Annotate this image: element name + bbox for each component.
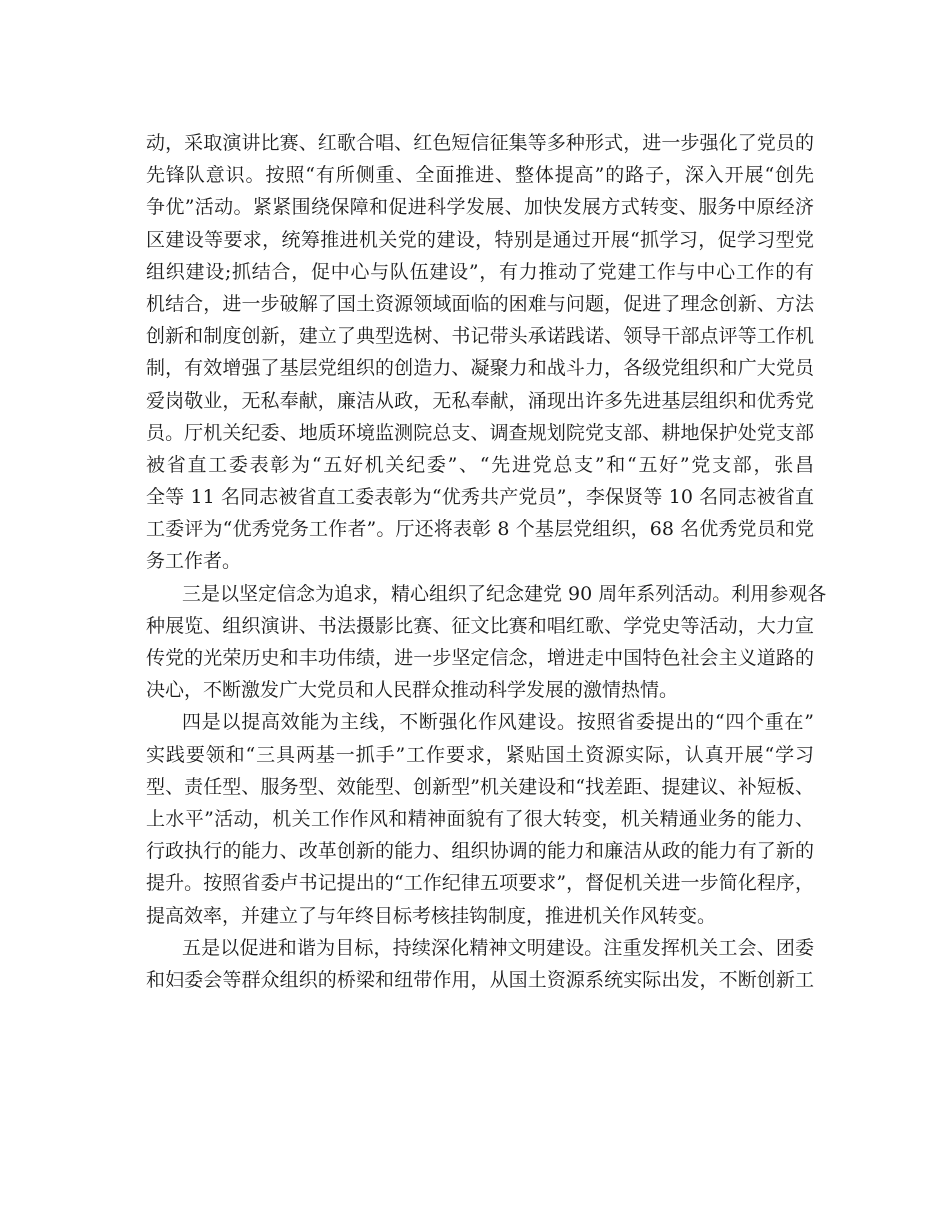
text-line: 行政执行的能力、改革创新的能力、组织协调的能力和廉洁从政的能力有了新的 <box>146 840 814 863</box>
text-line: 全等 11 名同志被省直工委表彰为“优秀共产党员”，李保贤等 10 名同志被省直 <box>146 486 814 509</box>
text-line: 爱岗敬业，无私奉献，廉洁从政，无私奉献，涌现出许多先进基层组织和优秀党 <box>146 389 814 412</box>
text-line: 组织建设;抓结合，促中心与队伍建设”，有力推动了党建工作与中心工作的有 <box>146 260 814 283</box>
text-line: 上水平”活动，机关工作作风和精神面貌有了很大转变，机关精通业务的能力、 <box>146 807 814 830</box>
text-line: 制，有效增强了基层党组织的创造力、凝聚力和战斗力，各级党组织和广大党员 <box>146 357 814 380</box>
paragraph-start-line: 五是以促进和谐为目标，持续深化精神文明建设。注重发挥机关工会、团委 <box>182 936 814 959</box>
text-line: 型、责任型、服务型、效能型、创新型”机关建设和“找差距、提建议、补短板、 <box>146 775 814 798</box>
text-line: 创新和制度创新，建立了典型选树、书记带头承诺践诺、领导干部点评等工作机 <box>146 325 814 348</box>
body-text <box>146 127 827 996</box>
text-line: 务工作者。 <box>146 550 242 573</box>
text-line: 提升。按照省委卢书记提出的“工作纪律五项要求”，督促机关进一步简化程序， <box>146 872 814 895</box>
text-line: 种展览、组织演讲、书法摄影比赛、征文比赛和唱红歌、学党史等活动，大力宣 <box>146 614 814 637</box>
text-line: 先锋队意识。按照“有所侧重、全面推进、整体提高”的路子，深入开展“创先 <box>146 164 814 187</box>
text-line: 员。厅机关纪委、地质环境监测院总支、调查规划院党支部、耕地保护处党支部 <box>146 421 814 444</box>
paragraph-start-line: 三是以坚定信念为追求，精心组织了纪念建党 90 周年系列活动。利用参观各 <box>182 582 827 605</box>
text-line: 提高效率，并建立了与年终目标考核挂钩制度，推进机关作风转变。 <box>146 904 717 927</box>
text-line: 区建设等要求，统筹推进机关党的建设，特别是通过开展“抓学习，促学习型党 <box>146 228 814 251</box>
text-line: 工委评为“优秀党务工作者”。厅还将表彰 8 个基层党组织，68 名优秀党员和党 <box>146 518 814 541</box>
text-line: 决心，不断激发广大党员和人民群众推动科学发展的激情热情。 <box>146 679 679 702</box>
text-line: 实践要领和“三具两基一抓手”工作要求，紧贴国土资源实际，认真开展“学习 <box>146 743 814 766</box>
text-line: 机结合，进一步破解了国土资源领域面临的困难与问题，促进了理念创新、方法 <box>146 292 814 315</box>
paragraph-start-line: 四是以提高效能为主线，不断强化作风建设。按照省委提出的“四个重在” <box>182 711 814 734</box>
text-line: 被省直工委表彰为“五好机关纪委”、“先进党总支”和“五好”党支部，张昌 <box>146 453 814 476</box>
text-line: 和妇委会等群众组织的桥梁和纽带作用，从国土资源系统实际出发，不断创新工 <box>146 968 814 991</box>
text-line: 争优”活动。紧紧围绕保障和促进科学发展、加快发展方式转变、服务中原经济 <box>146 196 814 219</box>
text-line: 传党的光荣历史和丰功伟绩，进一步坚定信念，增进走中国特色社会主义道路的 <box>146 647 814 669</box>
text-line: 动，采取演讲比赛、红歌合唱、红色短信征集等多种形式，进一步强化了党员的 <box>146 132 814 154</box>
